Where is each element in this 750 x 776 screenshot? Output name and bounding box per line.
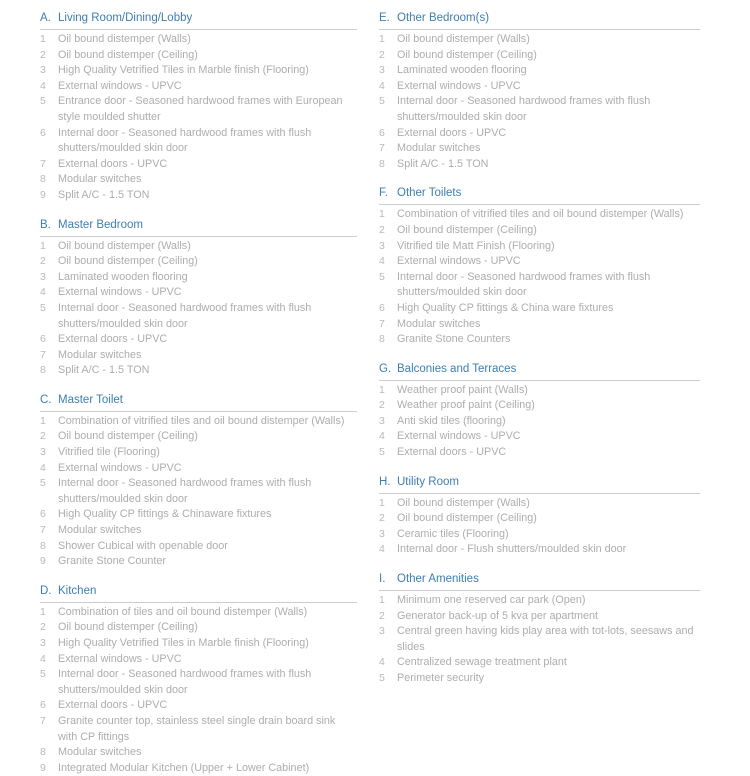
spec-item xyxy=(379,593,700,609)
section-utility-room xyxy=(379,475,700,558)
spec-item-text: Oil bound distemper (Ceiling) xyxy=(397,223,537,236)
spec-item-number: 3 xyxy=(379,625,385,638)
spec-item-number: 7 xyxy=(40,524,46,537)
spec-item-text: Split A/C - 1.5 TON xyxy=(58,364,150,377)
section-title: Kitchen xyxy=(58,584,97,597)
spec-item xyxy=(379,254,700,270)
spec-item-number: 2 xyxy=(379,223,385,236)
spec-item xyxy=(379,126,700,142)
spec-item-text: Ceramic tiles (Flooring) xyxy=(397,527,509,540)
spec-item-number: 6 xyxy=(40,126,46,139)
spec-item-text: Split A/C - 1.5 TON xyxy=(58,188,150,201)
section-title: Utility Room xyxy=(397,475,459,488)
section-letter: D. xyxy=(40,584,52,597)
spec-item xyxy=(379,332,700,348)
spec-item-number: 5 xyxy=(40,477,46,490)
spec-item-text: Oil bound distemper (Walls) xyxy=(397,496,530,509)
spec-item-number: 1 xyxy=(379,33,385,45)
spec-item xyxy=(379,445,700,461)
spec-item xyxy=(379,429,700,445)
spec-item-number: 3 xyxy=(40,446,46,459)
spec-item xyxy=(40,714,357,745)
spec-item-number: 9 xyxy=(40,188,46,201)
section-title: Master Bedroom xyxy=(58,218,144,231)
spec-item-number: 4 xyxy=(40,461,46,474)
spec-item-number: 2 xyxy=(379,48,385,61)
spec-item-number: 7 xyxy=(40,714,46,727)
spec-item-number: 3 xyxy=(40,64,46,77)
spec-item-number: 8 xyxy=(40,539,46,552)
spec-item-number: 1 xyxy=(40,239,46,252)
spec-item-number: 8 xyxy=(40,746,46,759)
spec-item-number: 4 xyxy=(40,79,46,92)
section-item-list xyxy=(379,496,700,558)
section-item-list xyxy=(379,593,700,687)
spec-item-text: Internal door - Seasoned hardwood frames with flush shutters/moulded skin door xyxy=(397,95,651,123)
spec-item-text: Oil bound distemper (Walls) xyxy=(58,33,191,45)
spec-item xyxy=(379,223,700,239)
section-header xyxy=(379,186,700,205)
spec-item-text: External windows - UPVC xyxy=(58,79,182,92)
spec-item-number: 4 xyxy=(379,656,385,669)
spec-item-text: Vitrified tile Matt Finish (Flooring) xyxy=(397,239,555,252)
spec-item-number: 1 xyxy=(379,594,385,607)
spec-item-text: Internal door - Seasoned hardwood frames with flush shutters/moulded skin door xyxy=(58,301,312,330)
spec-item-number: 2 xyxy=(379,399,385,412)
spec-item-text: External windows - UPVC xyxy=(397,79,521,92)
spec-item-number: 1 xyxy=(40,605,46,618)
spec-item-text: Central green having kids play area with tot-lots, seesaws and slides xyxy=(397,625,694,653)
section-letter: F. xyxy=(379,187,388,200)
spec-item-text: Modular switches xyxy=(397,317,481,330)
section-title: Other Toilets xyxy=(397,187,462,200)
spec-item xyxy=(379,383,700,399)
spec-item-number: 2 xyxy=(40,255,46,268)
spec-item-number: 7 xyxy=(40,157,46,170)
spec-item-number: 2 xyxy=(379,609,385,622)
section-letter: I. xyxy=(379,573,386,586)
spec-item-number: 7 xyxy=(379,317,385,330)
spec-item-text: High Quality CP fittings & China ware fixtures xyxy=(397,301,614,314)
spec-item xyxy=(379,317,700,333)
section-title: Master Toilet xyxy=(58,393,123,406)
spec-item-number: 5 xyxy=(40,95,46,108)
spec-item-number: 4 xyxy=(40,652,46,665)
spec-item-text: Weather proof paint (Ceiling) xyxy=(397,399,535,412)
spec-item-text: Vitrified tile (Flooring) xyxy=(58,446,160,459)
spec-item-text: Oil bound distemper (Ceiling) xyxy=(58,621,198,634)
spec-item xyxy=(40,745,357,761)
spec-item xyxy=(379,527,700,543)
section-title: Balconies and Terraces xyxy=(397,362,517,375)
section-other-toilets xyxy=(379,186,700,347)
spec-item-number: 1 xyxy=(40,33,46,45)
spec-item-text: Internal door - Seasoned hardwood frames with flush shutters/moulded skin door xyxy=(58,668,312,696)
spec-item xyxy=(379,63,700,79)
spec-item-text: Oil bound distemper (Ceiling) xyxy=(397,512,537,525)
spec-item-text: Generator back-up of 5 kva per apartment xyxy=(397,609,599,622)
spec-item-number: 8 xyxy=(40,173,46,186)
spec-item-number: 6 xyxy=(40,699,46,712)
spec-item-number: 4 xyxy=(379,543,385,556)
spec-item xyxy=(379,94,700,125)
section-header xyxy=(379,572,700,591)
spec-item xyxy=(40,698,357,714)
section-other-bedroom-s xyxy=(379,11,700,172)
section-item-list xyxy=(379,383,700,461)
section-letter: B. xyxy=(40,218,51,231)
spec-item-text: Oil bound distemper (Walls) xyxy=(397,33,530,45)
spec-item-number: 5 xyxy=(379,270,385,283)
spec-item-text: External doors - UPVC xyxy=(397,446,507,459)
section-letter: C. xyxy=(40,393,52,406)
spec-item-text: Integrated Modular Kitchen (Upper + Lower Cabinet) xyxy=(58,761,310,774)
spec-item xyxy=(40,761,357,776)
spec-item-number: 3 xyxy=(379,527,385,540)
spec-item xyxy=(379,239,700,255)
spec-item-number: 3 xyxy=(40,270,46,283)
section-title: Other Amenities xyxy=(397,573,479,586)
section-title: Other Bedroom(s) xyxy=(397,12,490,24)
section-title: Living Room/Dining/Lobby xyxy=(58,12,193,24)
section-letter: A. xyxy=(40,12,51,24)
spec-item-number: 1 xyxy=(379,208,385,221)
spec-item-text: Perimeter security xyxy=(397,672,484,684)
spec-item-text: Oil bound distemper (Walls) xyxy=(58,239,191,252)
spec-item-number: 4 xyxy=(40,286,46,299)
spec-item-text: External windows - UPVC xyxy=(397,255,521,268)
spec-item-number: 6 xyxy=(379,126,385,139)
spec-item-number: 1 xyxy=(40,414,46,427)
spec-item-number: 8 xyxy=(379,333,385,346)
spec-item-number: 3 xyxy=(379,239,385,252)
spec-item xyxy=(379,414,700,430)
spec-item-text: Modular switches xyxy=(58,746,142,759)
spec-item-text: Weather proof paint (Walls) xyxy=(397,383,528,396)
spec-item-text: Granite Stone Counters xyxy=(397,333,511,346)
spec-item xyxy=(379,157,700,173)
spec-item-text: External doors - UPVC xyxy=(397,126,507,139)
spec-item xyxy=(379,48,700,64)
section-letter: H. xyxy=(379,475,391,488)
spec-item-number: 4 xyxy=(379,430,385,443)
spec-item-text: Laminated wooden flooring xyxy=(58,270,188,283)
spec-item-text: External windows - UPVC xyxy=(58,652,182,665)
spec-item xyxy=(379,32,700,48)
spec-item-text: External doors - UPVC xyxy=(58,699,168,712)
spec-item-number: 1 xyxy=(379,383,385,396)
spec-item-number: 2 xyxy=(40,430,46,443)
spec-item-text: Internal door - Seasoned hardwood frames with flush shutters/moulded skin door xyxy=(58,477,312,505)
spec-item-number: 8 xyxy=(379,157,385,170)
section-letter: G. xyxy=(379,362,392,375)
spec-item-number: 6 xyxy=(379,301,385,314)
spec-item-number: 2 xyxy=(40,48,46,61)
spec-item-number: 3 xyxy=(379,414,385,427)
spec-item-number: 5 xyxy=(379,446,385,459)
section-other-amenities xyxy=(379,572,700,687)
spec-item-number: 4 xyxy=(379,79,385,92)
spec-item-number: 6 xyxy=(40,333,46,346)
section-item-list xyxy=(379,207,700,347)
spec-item-text: Combination of vitrified tiles and oil bound distemper (Walls) xyxy=(58,414,345,427)
spec-item-text: Laminated wooden flooring xyxy=(397,64,527,77)
spec-item xyxy=(379,655,700,671)
spec-item-text: Anti skid tiles (flooring) xyxy=(397,414,506,427)
spec-item-number: 4 xyxy=(379,255,385,268)
spec-item-text: External windows - UPVC xyxy=(397,430,521,443)
spec-item xyxy=(379,79,700,95)
section-letter: E. xyxy=(379,12,390,24)
spec-item-text: External doors - UPVC xyxy=(58,333,168,346)
spec-item-text: Oil bound distemper (Ceiling) xyxy=(58,430,198,443)
spec-item-number: 8 xyxy=(40,364,46,377)
columns-container xyxy=(0,11,750,776)
spec-item xyxy=(379,511,700,527)
spec-item xyxy=(379,496,700,512)
spec-item-text: Modular switches xyxy=(58,173,142,186)
spec-item xyxy=(379,270,700,301)
spec-item-number: 7 xyxy=(40,348,46,361)
spec-item-text: High Quality CP fittings & Chinaware fixtures xyxy=(58,508,272,521)
spec-item-number: 9 xyxy=(40,761,46,774)
spec-item-number: 2 xyxy=(40,621,46,634)
spec-item-text: Modular switches xyxy=(397,142,481,155)
section-balconies-and-terraces xyxy=(379,362,700,461)
spec-item xyxy=(379,301,700,317)
spec-item-number: 6 xyxy=(40,508,46,521)
spec-item-text: External windows - UPVC xyxy=(58,286,182,299)
section-item-list xyxy=(379,32,700,172)
spec-item-text: Split A/C - 1.5 TON xyxy=(397,157,489,170)
section-header xyxy=(379,362,700,381)
spec-item-text: Centralized sewage treatment plant xyxy=(397,656,567,669)
spec-item-text: Shower Cubical with openable door xyxy=(58,539,228,552)
spec-item-text: Granite counter top, stainless steel single drain board sink with CP fittings xyxy=(58,714,336,743)
spec-item-text: Oil bound distemper (Ceiling) xyxy=(397,48,537,61)
spec-item xyxy=(379,398,700,414)
spec-item xyxy=(379,141,700,157)
spec-item-number: 1 xyxy=(379,496,385,509)
right-column xyxy=(0,11,750,687)
spec-item xyxy=(379,671,700,687)
spec-item-text: Internal door - Seasoned hardwood frames with flush shutters/moulded skin door xyxy=(397,270,651,299)
spec-item-text: Internal door - Seasoned hardwood frames with flush shutters/moulded skin door xyxy=(58,126,312,155)
section-header xyxy=(379,475,700,494)
spec-item-text: Oil bound distemper (Ceiling) xyxy=(58,255,198,268)
spec-item xyxy=(379,624,700,655)
spec-item-text: External windows - UPVC xyxy=(58,461,182,474)
spec-item-text: High Quality Vetrified Tiles in Marble finish (Flooring) xyxy=(58,637,309,649)
spec-item-text: Combination of vitrified tiles and oil bound distemper (Walls) xyxy=(397,208,684,221)
spec-item-number: 5 xyxy=(379,672,385,684)
spec-item-number: 5 xyxy=(40,668,46,681)
spec-item-number: 7 xyxy=(379,142,385,155)
spec-item xyxy=(379,609,700,625)
spec-item-number: 2 xyxy=(379,512,385,525)
spec-item xyxy=(379,207,700,223)
spec-item-text: High Quality Vetrified Tiles in Marble finish (Flooring) xyxy=(58,64,309,77)
spec-item-text: Modular switches xyxy=(58,524,142,537)
spec-item-text: Entrance door - Seasoned hardwood frames with European style moulded shutter xyxy=(58,95,343,123)
spec-item-text: Oil bound distemper (Ceiling) xyxy=(58,48,198,61)
spec-item-number: 3 xyxy=(379,64,385,77)
spec-item-text: Minimum one reserved car park (Open) xyxy=(397,594,586,607)
spec-item xyxy=(379,542,700,558)
spec-item-number: 5 xyxy=(40,301,46,314)
section-header xyxy=(379,11,700,30)
spec-item-number: 9 xyxy=(40,555,46,568)
spec-item-text: Combination of tiles and oil bound distemper (Walls) xyxy=(58,605,308,618)
spec-item-number: 5 xyxy=(379,95,385,108)
spec-item-text: Internal door - Flush shutters/moulded skin door xyxy=(397,543,627,556)
spec-item-text: External doors - UPVC xyxy=(58,157,168,170)
spec-item-text: Granite Stone Counter xyxy=(58,555,167,568)
spec-item-text: Modular switches xyxy=(58,348,142,361)
spec-item-number: 3 xyxy=(40,637,46,649)
